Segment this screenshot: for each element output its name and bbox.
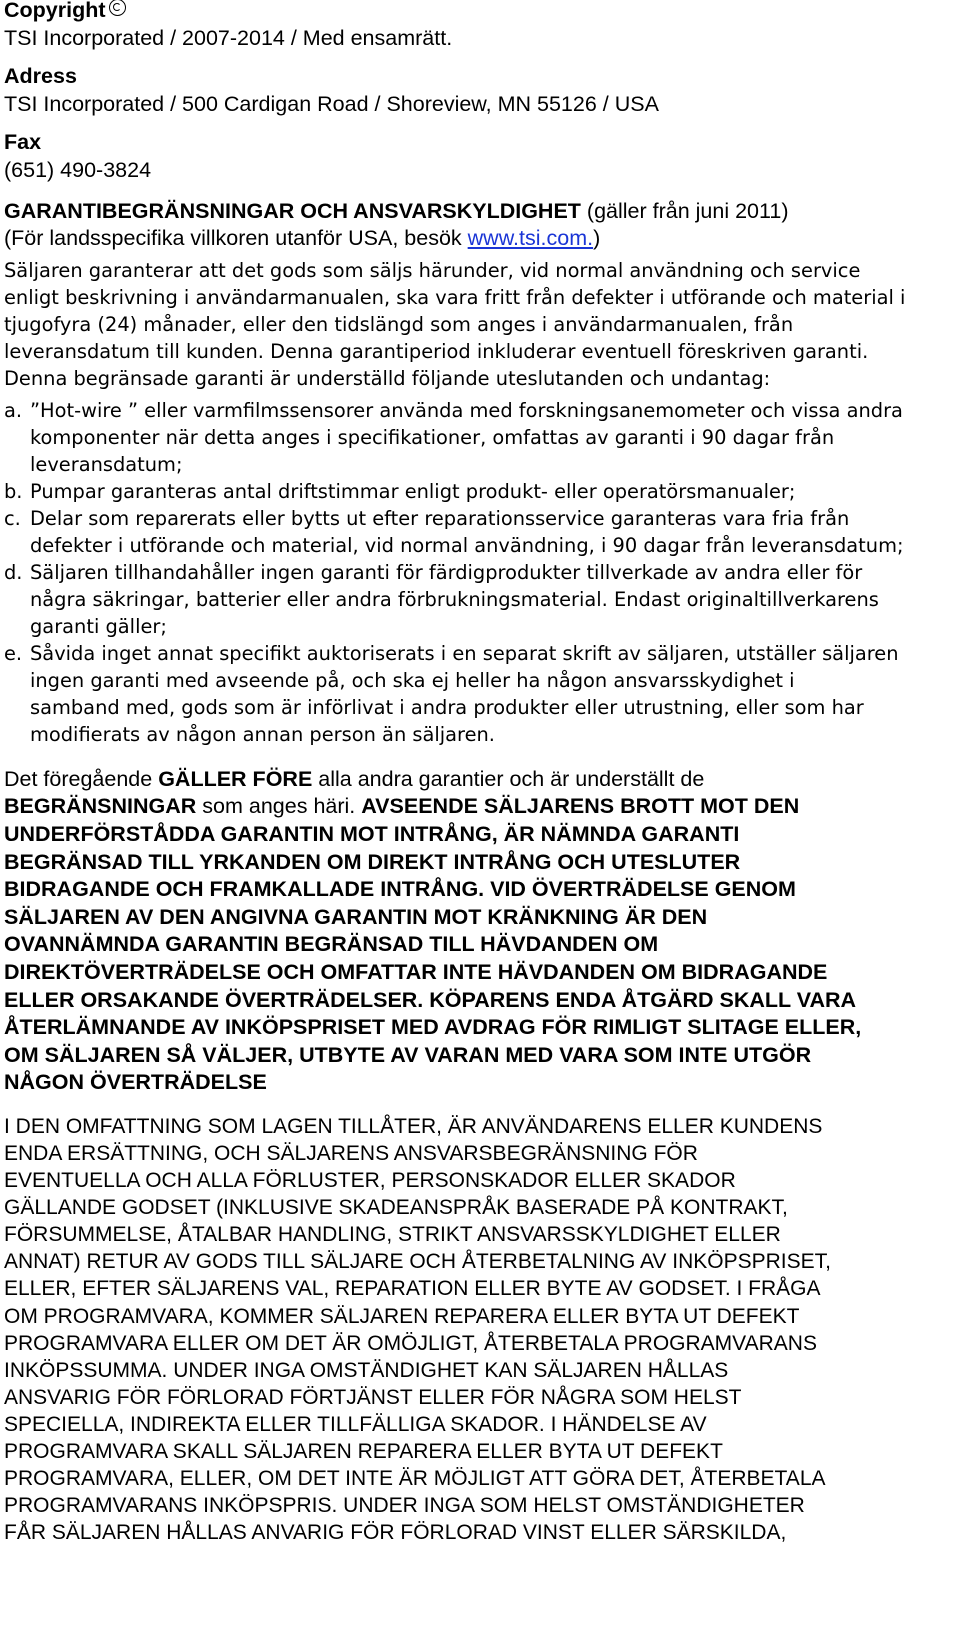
exclusions-list [4, 397, 954, 748]
document-page [4, 0, 954, 1546]
liability-line: FÅR SÄLJAREN HÅLLAS ANVARIG FÖR FÖRLORAD VINST ELLER SÄRSKILDA, [4, 1521, 787, 1545]
warranty-title-bold: GARANTIBEGRÄNSNINGAR OCH ANSVARSKYLDIGHET [4, 198, 581, 223]
liability-paragraph [4, 1113, 954, 1547]
warranty-section [4, 198, 954, 748]
warranty-country-note [4, 225, 954, 253]
liability-line: GÄLLANDE GODSET (INKLUSIVE SKADEANSPRÅK BASERADE PÅ KONTRAKT, [4, 1196, 788, 1220]
list-item [4, 397, 954, 478]
address-section [4, 63, 954, 118]
liability-line: ANSVARIG FÖR FÖRLORAD FÖRTJÄNST ELLER FÖR NÅGRA SOM HELST [4, 1385, 742, 1409]
list-item-line: samband med, gods som är införlivat i andra produkter eller utrustning, eller som har [30, 695, 864, 719]
list-marker: a. [4, 398, 23, 422]
liability-line: PROGRAMVARA ELLER OM DET ÄR OMÖJLIGT, ÅTERBETALA PROGRAMVARANS [4, 1331, 817, 1355]
liability-line: EVENTUELLA OCH ALLA FÖRLUSTER, PERSONSKADOR ELLER SKADOR [4, 1169, 736, 1193]
list-item [4, 559, 954, 640]
preceding-bold-line: BEGRÄNSAD TILL YRKANDEN OM DIREKT INTRÅNG OCH UTESLUTER [4, 849, 741, 874]
copyright-section [4, 0, 954, 52]
address-text: TSI Incorporated / 500 Cardigan Road / Shoreview, MN 55126 / USA [4, 91, 659, 116]
preceding-bold: BEGRÄNSNINGAR [4, 794, 197, 819]
preceding-bold-line: OM SÄLJAREN SÅ VÄLJER, UTBYTE AV VARAN MED VARA SOM INTE UTGÖR [4, 1042, 812, 1067]
liability-line: ANNAT) RETUR AV GODS TILL SÄLJARE OCH ÅTERBETALNING AV INKÖPSPRISET, [4, 1250, 831, 1274]
list-item-line: Säljaren tillhandahåller ingen garanti för färdigprodukter tillverkade av andra eller för [30, 560, 863, 584]
preceding-text: som anges häri. [196, 794, 362, 819]
preceding-bold-line: SÄLJAREN AV DEN ANGIVNA GARANTIN MOT KRÄNKNING ÄR DEN [4, 904, 708, 929]
list-marker: b. [4, 479, 23, 503]
list-item-line: Delar som reparerats eller bytts ut efter reparationsservice garanteras vara fria från [30, 506, 850, 530]
warranty-title [4, 198, 954, 226]
preceding-bold-line: ELLER ORSAKANDE ÖVERTRÄDELSER. KÖPARENS ENDA ÅTGÄRD SKALL VARA [4, 987, 857, 1012]
list-item-line: garanti gäller; [30, 614, 167, 638]
liability-line: FÖRSUMMELSE, ÅTALBAR HANDLING, STRIKT ANSVARSSKYLDIGHET ELLER [4, 1223, 781, 1247]
preceding-bold-line: DIREKTÖVERTRÄDELSE OCH OMFATTAR INTE HÄVDANDEN OM BIDRAGANDE [4, 959, 828, 984]
copyright-heading [4, 0, 954, 25]
preceding-bold: GÄLLER FÖRE [158, 766, 313, 791]
list-item-line: ingen garanti med avseende på, och ska ej heller ha någon ansvarsskydighet i [30, 668, 795, 692]
list-marker: d. [4, 560, 23, 584]
list-item-line: Pumpar garanteras antal driftstimmar enligt produkt- eller operatörsmanualer; [30, 479, 796, 503]
list-item-line: Såvida inget annat specifikt auktoriserats i en separat skrift av säljaren, utställer säljaren [30, 641, 899, 665]
tsi-website-link[interactable]: www.tsi.com. [467, 226, 594, 251]
preceding-text: Det föregående [4, 766, 159, 791]
copyright-icon [109, 0, 126, 16]
warranty-intro [4, 257, 954, 392]
list-item-line: några säkringar, batterier eller andra förbrukningsmaterial. Endast originaltillverkarens [30, 587, 879, 611]
list-item-text [30, 505, 954, 559]
list-item [4, 478, 954, 505]
preceding-paragraph [4, 766, 954, 1097]
warranty-title-date: (gäller från juni 2011) [580, 198, 789, 223]
liability-line: ENDA ERSÄTTNING, OCH SÄLJARENS ANSVARSBEGRÄNSNING FÖR [4, 1141, 698, 1165]
country-note-suffix: ) [593, 226, 601, 251]
preceding-bold-line: UNDERFÖRSTÅDDA GARANTIN MOT INTRÅNG, ÄR NÄMNDA GARANTI [4, 821, 740, 846]
preceding-bold: AVSEENDE SÄLJARENS BROTT MOT DEN [361, 794, 800, 819]
copyright-label: Copyright [4, 0, 106, 22]
list-marker: c. [4, 506, 21, 530]
list-item-line: defekter i utförande och material, vid normal användning, i 90 dagar från leveransdatum; [30, 533, 904, 557]
list-item-line: leveransdatum; [30, 452, 183, 476]
preceding-line [4, 793, 954, 821]
list-item-line: modifierats av någon annan person än säljaren. [30, 722, 495, 746]
intro-line: Säljaren garanterar att det gods som säljs härunder, vid normal användning och service [4, 258, 861, 282]
liability-line: INKÖPSSUMMA. UNDER INGA OMSTÄNDIGHET KAN SÄLJAREN HÅLLAS [4, 1358, 729, 1382]
list-item [4, 640, 954, 748]
preceding-line [4, 766, 954, 794]
list-item-line: komponenter när detta anges i specifikationer, omfattas av garanti i 90 dagar från [30, 425, 835, 449]
list-item-text [30, 397, 954, 478]
list-item-line: ”Hot-wire ” eller varmfilmssensorer använda med forskningsanemometer och vissa andra [30, 398, 903, 422]
preceding-bold-line: NÅGON ÖVERTRÄDELSE [4, 1070, 267, 1095]
list-item-text [30, 640, 954, 748]
list-marker: e. [4, 641, 23, 665]
liability-line: PROGRAMVARANS INKÖPSPRIS. UNDER INGA SOM HELST OMSTÄNDIGHETER [4, 1494, 805, 1518]
preceding-text: alla andra garantier och är underställt de [312, 766, 705, 791]
fax-label: Fax [4, 130, 42, 155]
intro-line: tjugofyra (24) månader, eller den tidslängd som anges i användarmanualen, från [4, 312, 794, 336]
list-item-text [30, 559, 954, 640]
liability-line: OM PROGRAMVARA, KOMMER SÄLJAREN REPARERA ELLER BYTA UT DEFEKT [4, 1304, 800, 1328]
preceding-bold-line: ÅTERLÄMNANDE AV INKÖPSPRISET MED AVDRAG FÖR RIMLIGT SLITAGE ELLER, [4, 1015, 862, 1040]
intro-line: leveransdatum till kunden. Denna garantiperiod inkluderar eventuell föreskriven garanti. [4, 339, 869, 363]
list-item-text [30, 478, 954, 505]
liability-line: PROGRAMVARA, ELLER, OM DET INTE ÄR MÖJLIGT ATT GÖRA DET, ÅTERBETALA [4, 1467, 826, 1491]
copyright-text: TSI Incorporated / 2007-2014 / Med ensamrätt. [4, 25, 453, 50]
country-note-prefix: (För landsspecifika villkoren utanför USA, besök [4, 226, 468, 251]
preceding-bold-line: OVANNÄMNDA GARANTIN BEGRÄNSAD TILL HÄVDANDEN OM [4, 932, 659, 957]
liability-line: ELLER, EFTER SÄLJARENS VAL, REPARATION ELLER BYTE AV GODSET. I FRÅGA [4, 1277, 821, 1301]
liability-line: SPECIELLA, INDIREKTA ELLER TILLFÄLLIGA SKADOR. I HÄNDELSE AV [4, 1412, 707, 1436]
liability-line: I DEN OMFATTNING SOM LAGEN TILLÅTER, ÄR ANVÄNDARENS ELLER KUNDENS [4, 1114, 823, 1138]
fax-number: (651) 490-3824 [4, 157, 152, 182]
liability-line: PROGRAMVARA SKALL SÄLJAREN REPARERA ELLER BYTA UT DEFEKT [4, 1440, 723, 1463]
preceding-bold-line: BIDRAGANDE OCH FRAMKALLADE INTRÅNG. VID ÖVERTRÄDELSE GENOM [4, 877, 796, 902]
list-item [4, 505, 954, 559]
fax-section [4, 129, 954, 184]
address-label: Adress [4, 64, 77, 89]
intro-line: Denna begränsade garanti är underställd följande uteslutanden och undantag: [4, 366, 771, 390]
intro-line: enligt beskrivning i användarmanualen, ska vara fritt från defekter i utförande och material i [4, 285, 906, 309]
